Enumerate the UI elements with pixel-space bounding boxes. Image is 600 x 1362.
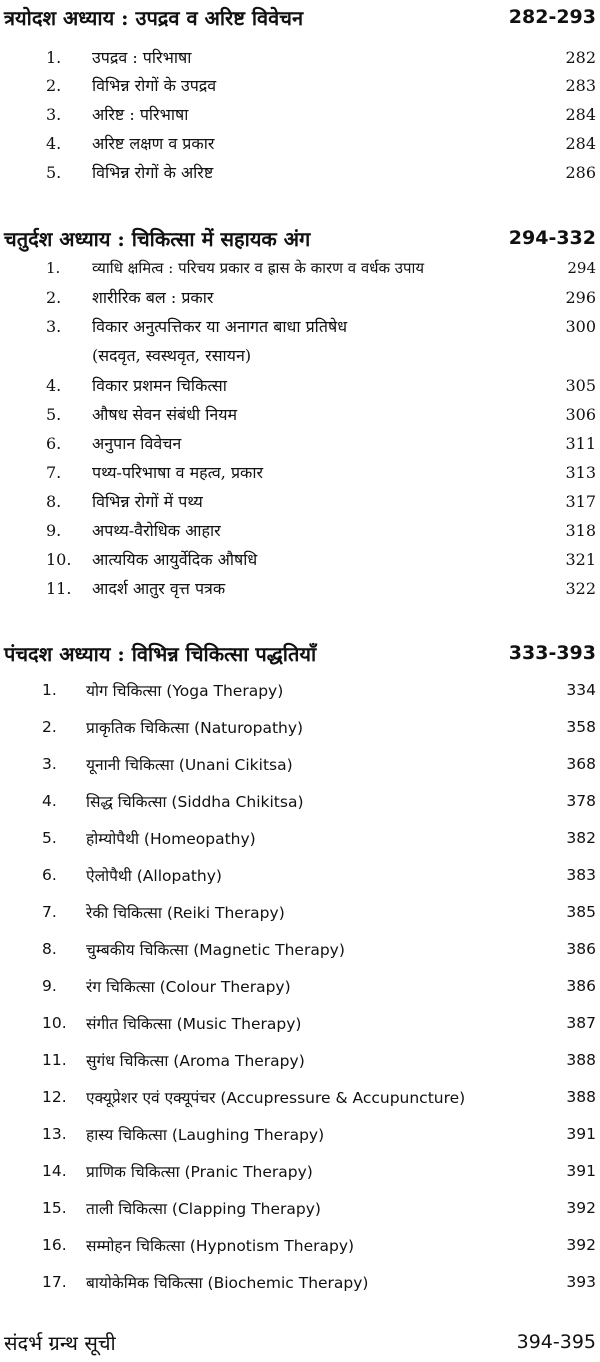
entry-title: विभिन्न रोगों के अरिष्ट bbox=[92, 163, 214, 182]
entry-number: 8. bbox=[42, 940, 57, 958]
entry-page: 305 bbox=[565, 375, 596, 395]
entry-number: 6. bbox=[46, 433, 62, 453]
entry-page: 334 bbox=[566, 681, 596, 699]
entry-title: औषध सेवन संबंधी नियम bbox=[92, 405, 238, 424]
toc-entry-continuation bbox=[0, 343, 600, 367]
toc-entry bbox=[0, 373, 600, 397]
entry-page: 386 bbox=[566, 977, 596, 995]
entry-title: पथ्य-परिभाषा व महत्व, प्रकार bbox=[92, 463, 264, 482]
entry-number: 2. bbox=[46, 75, 62, 95]
entry-number: 3. bbox=[42, 755, 57, 773]
toc-entry bbox=[0, 1233, 600, 1257]
entry-title: शारीरिक बल : प्रकार bbox=[92, 288, 214, 307]
entry-number: 7. bbox=[46, 462, 62, 482]
toc-entry bbox=[0, 863, 600, 887]
entry-page: 286 bbox=[565, 162, 596, 182]
entry-title: विकार अनुत्पत्तिकर या अनागत बाधा प्रतिषेध bbox=[92, 317, 348, 336]
chapter-page-range: 282-293 bbox=[508, 6, 596, 28]
entry-title: होम्योपैथी (Homeopathy) bbox=[86, 830, 256, 848]
entry-page: 391 bbox=[566, 1125, 596, 1143]
entry-title: सिद्ध चिकित्सा (Siddha Chikitsa) bbox=[86, 793, 304, 811]
entry-page: 284 bbox=[565, 104, 596, 124]
entry-title: चुम्बकीय चिकित्सा (Magnetic Therapy) bbox=[86, 941, 345, 959]
entry-page: 318 bbox=[565, 520, 596, 540]
entry-number: 4. bbox=[46, 375, 62, 395]
entry-page: 392 bbox=[566, 1236, 596, 1254]
entry-number: 5. bbox=[46, 404, 62, 424]
toc-entry bbox=[0, 1085, 600, 1109]
entry-number: 12. bbox=[42, 1088, 67, 1106]
entry-page: 386 bbox=[566, 940, 596, 958]
entry-number: 9. bbox=[46, 520, 62, 540]
entry-title: यूनानी चिकित्सा (Unani Cikitsa) bbox=[86, 756, 293, 774]
entry-number: 2. bbox=[42, 718, 57, 736]
entry-page: 388 bbox=[566, 1051, 596, 1069]
entry-title: अरिष्ट : परिभाषा bbox=[92, 105, 189, 124]
entry-page: 358 bbox=[566, 718, 596, 736]
entry-number: 8. bbox=[46, 491, 62, 511]
toc-entry bbox=[0, 285, 600, 309]
entry-title: विकार प्रशमन चिकित्सा bbox=[92, 376, 227, 395]
entry-page: 388 bbox=[566, 1088, 596, 1106]
entry-page: 368 bbox=[566, 755, 596, 773]
entry-title: संगीत चिकित्सा (Music Therapy) bbox=[86, 1015, 302, 1033]
toc-entry bbox=[0, 678, 600, 702]
chapter-title: त्रयोदश अध्याय : उपद्रव व अरिष्ट विवेचन bbox=[4, 5, 304, 30]
chapter-title: चतुर्दश अध्याय : चिकित्सा में सहायक अंग bbox=[4, 226, 311, 251]
toc-entry bbox=[0, 1122, 600, 1146]
entry-page: 283 bbox=[565, 75, 596, 95]
entry-title: उपद्रव : परिभाषा bbox=[92, 48, 192, 67]
bibliography-title: संदर्भ ग्रन्थ सूची bbox=[4, 1330, 116, 1355]
entry-page: 392 bbox=[566, 1199, 596, 1217]
toc-entry bbox=[0, 1159, 600, 1183]
chapter-heading bbox=[4, 2, 596, 32]
entry-number: 1. bbox=[46, 47, 62, 67]
entry-page: 300 bbox=[565, 316, 596, 336]
entry-title: सुगंध चिकित्सा (Aroma Therapy) bbox=[86, 1052, 305, 1070]
entry-number: 10. bbox=[46, 549, 72, 569]
entry-number: 14. bbox=[42, 1162, 67, 1180]
entry-number: 4. bbox=[42, 792, 57, 810]
toc-entry bbox=[0, 460, 600, 484]
toc-entry bbox=[0, 73, 600, 97]
entry-page: 317 bbox=[565, 491, 596, 511]
entry-title: विभिन्न रोगों के उपद्रव bbox=[92, 76, 217, 95]
toc-entry bbox=[0, 974, 600, 998]
entry-number: 4. bbox=[46, 133, 62, 153]
toc-entry bbox=[0, 431, 600, 455]
entry-page: 321 bbox=[565, 549, 596, 569]
toc-entry bbox=[0, 1011, 600, 1035]
entry-title: ऐलोपैथी (Allopathy) bbox=[86, 867, 222, 885]
entry-number: 2. bbox=[46, 287, 62, 307]
entry-page: 296 bbox=[565, 287, 596, 307]
entry-title: अनुपान विवेचन bbox=[92, 434, 182, 453]
entry-number: 1. bbox=[42, 681, 57, 699]
entry-number: 3. bbox=[46, 104, 62, 124]
entry-page: 378 bbox=[566, 792, 596, 810]
entry-title: सम्मोहन चिकित्सा (Hypnotism Therapy) bbox=[86, 1237, 355, 1255]
entry-number: 15. bbox=[42, 1199, 67, 1217]
entry-page: 391 bbox=[566, 1162, 596, 1180]
bibliography-heading bbox=[4, 1327, 596, 1357]
chapter-page-range: 333-393 bbox=[508, 642, 596, 664]
toc-entry bbox=[0, 1196, 600, 1220]
toc-entry bbox=[0, 489, 600, 513]
entry-number: 17. bbox=[42, 1273, 67, 1291]
toc-entry bbox=[0, 402, 600, 426]
entry-page: 311 bbox=[565, 433, 596, 453]
entry-title: हास्य चिकित्सा (Laughing Therapy) bbox=[86, 1126, 325, 1144]
entry-title: प्राणिक चिकित्सा (Pranic Therapy) bbox=[86, 1163, 313, 1181]
entry-title: योग चिकित्सा (Yoga Therapy) bbox=[86, 682, 284, 700]
toc-entry bbox=[0, 102, 600, 126]
entry-page: 387 bbox=[566, 1014, 596, 1032]
chapter-title: पंचदश अध्याय : विभिन्न चिकित्सा पद्धतियाँ bbox=[4, 641, 317, 666]
toc-entry bbox=[0, 1270, 600, 1294]
bibliography-page-range: 394-395 bbox=[516, 1331, 596, 1353]
entry-page: 284 bbox=[565, 133, 596, 153]
entry-title: रंग चिकित्सा (Colour Therapy) bbox=[86, 978, 291, 996]
entry-title: विभिन्न रोगों में पथ्य bbox=[92, 492, 203, 511]
entry-page: 383 bbox=[566, 866, 596, 884]
toc-entry bbox=[0, 576, 600, 600]
entry-number: 10. bbox=[42, 1014, 67, 1032]
entry-page: 385 bbox=[566, 903, 596, 921]
toc-entry bbox=[0, 1048, 600, 1072]
entry-number: 16. bbox=[42, 1236, 67, 1254]
toc-entry bbox=[0, 715, 600, 739]
entry-title: बायोकेमिक चिकित्सा (Biochemic Therapy) bbox=[86, 1274, 369, 1292]
entry-title: आत्ययिक आयुर्वेदिक औषधि bbox=[92, 550, 258, 569]
entry-title: अपथ्य-वैरोधिक आहार bbox=[92, 521, 221, 540]
entry-number: 6. bbox=[42, 866, 57, 884]
entry-number: 3. bbox=[46, 316, 62, 336]
chapter-page-range: 294-332 bbox=[508, 227, 596, 249]
entry-page: 393 bbox=[566, 1273, 596, 1291]
entry-page: 306 bbox=[565, 404, 596, 424]
toc-entry bbox=[0, 45, 600, 69]
entry-page: 313 bbox=[565, 462, 596, 482]
toc-entry bbox=[0, 256, 600, 280]
toc-entry bbox=[0, 518, 600, 542]
toc-entry bbox=[0, 826, 600, 850]
entry-number: 9. bbox=[42, 977, 57, 995]
toc-entry bbox=[0, 789, 600, 813]
entry-number: 5. bbox=[46, 162, 62, 182]
entry-title: अरिष्ट लक्षण व प्रकार bbox=[92, 134, 215, 153]
entry-page: 322 bbox=[565, 578, 596, 598]
toc-entry bbox=[0, 900, 600, 924]
entry-title: आदर्श आतुर वृत्त पत्रक bbox=[92, 579, 226, 598]
entry-number: 5. bbox=[42, 829, 57, 847]
entry-title: ताली चिकित्सा (Clapping Therapy) bbox=[86, 1200, 321, 1218]
toc-entry bbox=[0, 752, 600, 776]
entry-page: 294 bbox=[567, 259, 596, 277]
entry-title-line2: (सदवृत, स्वस्थवृत, रसायन) bbox=[92, 346, 252, 365]
toc-entry bbox=[0, 160, 600, 184]
entry-title: एक्यूप्रेशर एवं एक्यूपंचर (Accupressure & Accupuncture) bbox=[86, 1089, 466, 1107]
toc-entry bbox=[0, 937, 600, 961]
chapter-heading bbox=[4, 223, 596, 253]
entry-number: 13. bbox=[42, 1125, 67, 1143]
entry-page: 382 bbox=[566, 829, 596, 847]
toc-entry bbox=[0, 131, 600, 155]
entry-number: 1. bbox=[46, 259, 61, 277]
toc-entry bbox=[0, 314, 600, 338]
entry-number: 7. bbox=[42, 903, 57, 921]
toc-entry bbox=[0, 547, 600, 571]
entry-page: 282 bbox=[565, 47, 596, 67]
entry-title: प्राकृतिक चिकित्सा (Naturopathy) bbox=[86, 719, 304, 737]
chapter-heading bbox=[4, 638, 596, 668]
entry-number: 11. bbox=[42, 1051, 67, 1069]
entry-title: व्याधि क्षमित्व : परिचय प्रकार व ह्रास के कारण व वर्धक उपाय bbox=[92, 259, 425, 277]
entry-number: 11. bbox=[46, 578, 72, 598]
entry-title: रेकी चिकित्सा (Reiki Therapy) bbox=[86, 904, 285, 922]
